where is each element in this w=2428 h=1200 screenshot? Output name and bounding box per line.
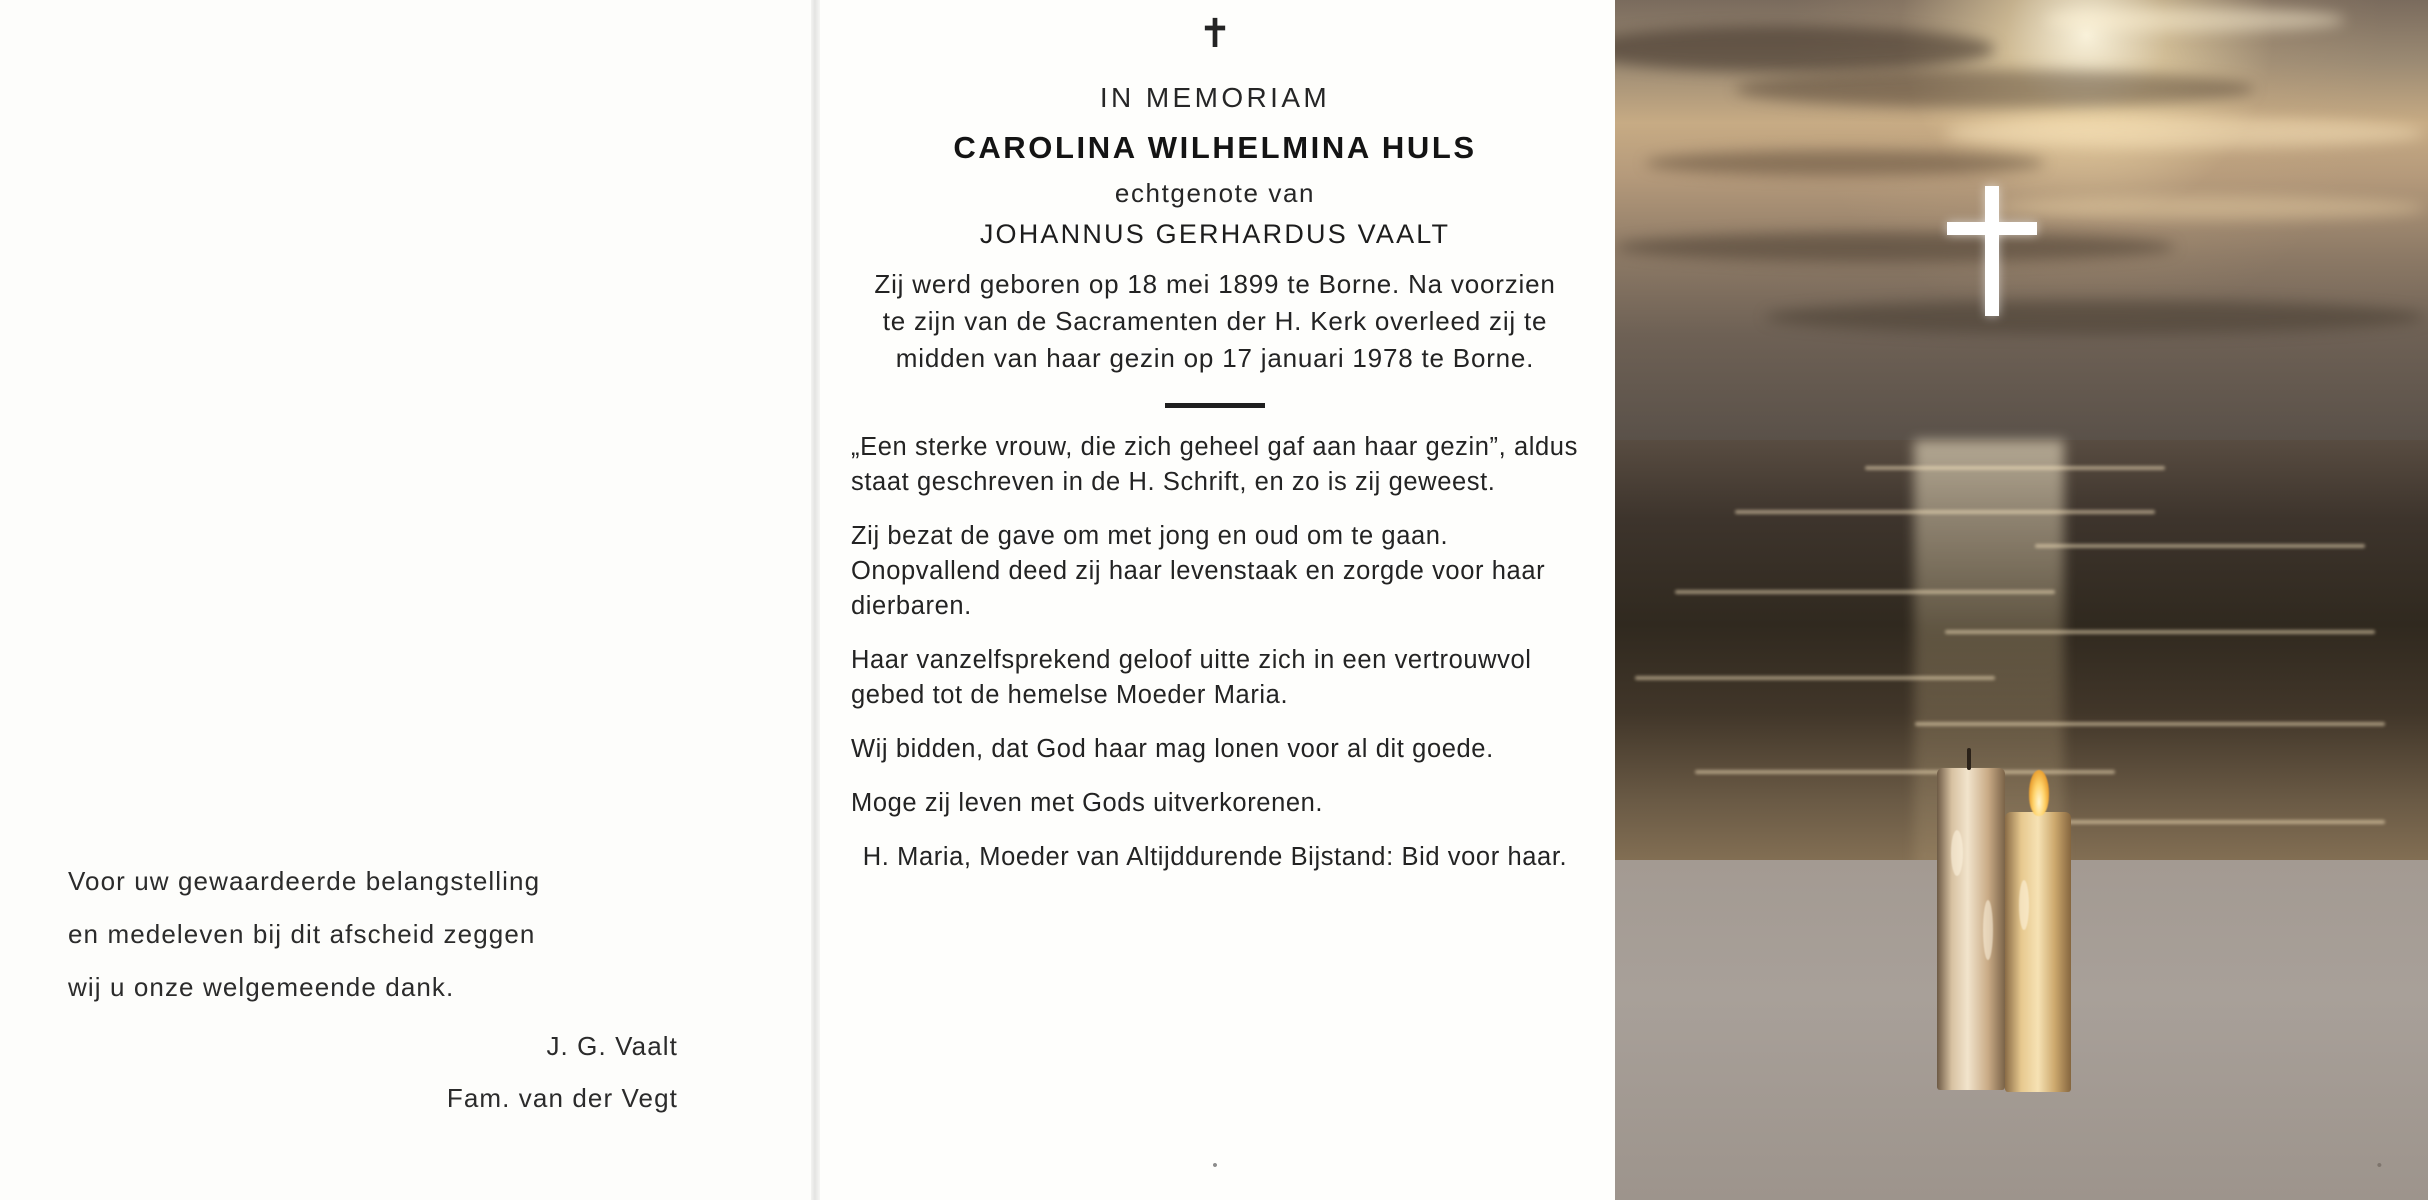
closing-line: Moge zij leven met Gods uitverkorenen. (851, 789, 1324, 817)
memorial-paragraph: Zij bezat de gave om met jong en oud om te gaan. Onopvallend deed zij haar levenstaak en zorgde voor haar dierbaren. (851, 522, 1546, 620)
middle-panel (815, 0, 1615, 1200)
left-panel (0, 0, 815, 1200)
thanks-line: en medeleven bij dit afscheid zeggen (68, 919, 536, 949)
memorial-paragraph: Haar vanzelfsprekend geloof uitte zich in een vertrouwvol gebed tot de hemelse Moeder Maria. (851, 646, 1532, 709)
wave (1735, 510, 2155, 514)
wave (2035, 544, 2365, 548)
signature-line: J. G. Vaalt (546, 1031, 678, 1061)
cloud (1765, 300, 2425, 334)
panel-fold-divider (815, 0, 820, 1200)
candle-wick (1967, 748, 1971, 770)
page-title: IN MEMORIAM (1099, 82, 1331, 113)
cloud (1615, 232, 2175, 262)
wax-drip (1983, 900, 1993, 960)
cloud (1615, 26, 1995, 72)
sky-region (1615, 0, 2428, 440)
wave (1865, 466, 2165, 470)
wave (1635, 676, 1995, 680)
right-panel-photo (1615, 0, 2428, 1200)
cloud (1945, 118, 2425, 148)
biography-text: Zij werd geboren op 18 mei 1899 te Borne. Na voorzien te zijn van de Sacramenten der H. Kerk overleed zij te midden van haar gezin op 17 januari 1978 te Borne. (874, 269, 1556, 373)
cloud (1645, 150, 2045, 176)
wave (1675, 590, 2055, 594)
candle-flame-icon (2029, 770, 2049, 816)
wax-drip (1951, 830, 1963, 876)
spouse-name: JOHANNUS GERHARDUS VAALT (979, 219, 1451, 249)
section-divider (1165, 403, 1265, 408)
thanks-line: wij u onze welgemeende dank. (68, 972, 455, 1002)
sunset-sea-photo (1615, 0, 2428, 1200)
cloud (1995, 196, 2425, 220)
thanks-line: Voor uw gewaardeerde belangstelling (68, 866, 541, 896)
thanks-block (68, 855, 728, 1014)
cloud (1735, 70, 2255, 108)
wax-drip (2019, 880, 2029, 930)
wave (1945, 630, 2375, 634)
signature-line: Fam. van der Vegt (446, 1083, 678, 1113)
photo-footnote: • (2376, 1157, 2382, 1174)
candle (2005, 812, 2071, 1092)
wave (1915, 722, 2385, 726)
memorial-paragraph: Wij bidden, dat God haar mag lonen voor al dit goede. (851, 735, 1494, 763)
spouse-label: echtgenote van (1114, 178, 1316, 208)
memorial-paragraph: „Een sterke vrouw, die zich geheel gaf aan haar gezin”, aldus staat geschreven in de H. Schrift, en zo is zij geweest. (851, 433, 1578, 496)
wave (1695, 770, 2115, 774)
white-cross-icon (1985, 186, 1999, 316)
cross-icon: ✝ (1198, 11, 1232, 56)
signature-block (68, 1020, 728, 1124)
deceased-name: CAROLINA WILHELMINA HULS (953, 130, 1477, 165)
middle-panel-footnote: • (1212, 1157, 1218, 1174)
invocation-text: H. Maria, Moeder van Altijddurende Bijstand: Bid voor haar. (862, 843, 1568, 871)
cloud (2045, 8, 2345, 32)
candle (1937, 768, 2005, 1090)
